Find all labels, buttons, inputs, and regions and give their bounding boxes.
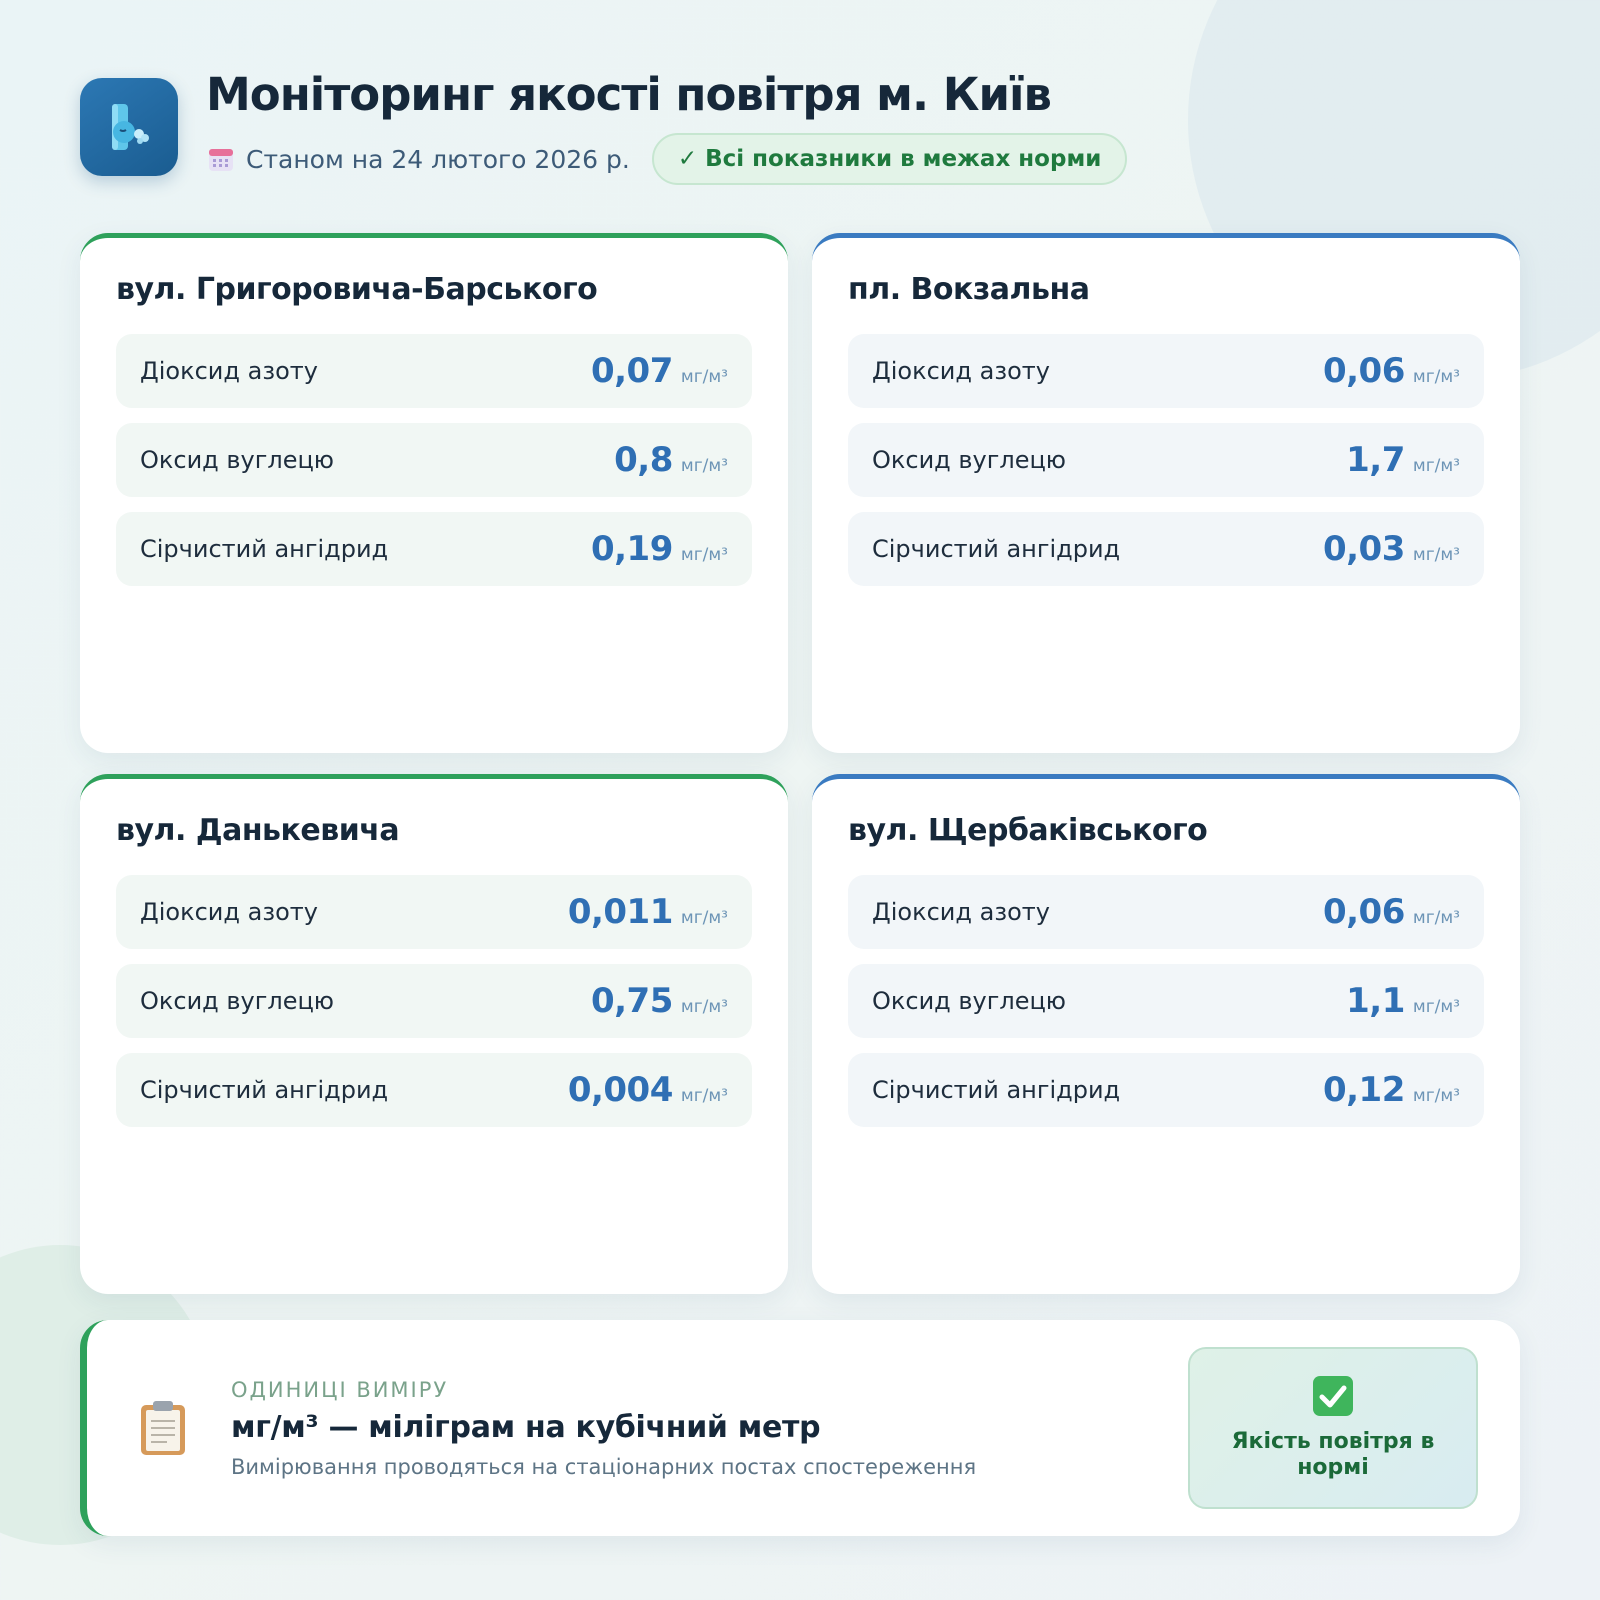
status-badge	[652, 133, 1128, 185]
reading-value: 1,1	[1346, 981, 1405, 1021]
reading-value: 0,011	[567, 892, 673, 932]
reading-row	[116, 1053, 752, 1127]
reading-row	[116, 334, 752, 408]
pollutant-label: Сірчистий ангідрид	[140, 535, 389, 563]
reading-value: 0,8	[614, 440, 673, 480]
clipboard-icon	[139, 1399, 187, 1457]
reading-unit: мг/м³	[680, 997, 728, 1017]
units-description: Вимірювання проводяться на стаціонарних постах спостереження	[231, 1454, 977, 1479]
reading-value: 0,06	[1322, 351, 1405, 391]
reading-unit: мг/м³	[1412, 545, 1460, 565]
station-card	[80, 233, 788, 753]
station-name: пл. Вокзальна	[848, 272, 1090, 307]
reading-value: 0,004	[567, 1070, 673, 1110]
pollutant-label: Оксид вуглецю	[140, 987, 335, 1015]
air-purifier-face-icon	[80, 78, 178, 176]
reading-unit: мг/м³	[680, 456, 728, 476]
reading-value: 0,12	[1322, 1070, 1405, 1110]
pollutant-label: Оксид вуглецю	[140, 446, 335, 474]
quality-status-label: Якість повітря в нормі	[1231, 1429, 1435, 1480]
status-text: Всі показники в межах норми	[705, 146, 1102, 172]
reading-unit: мг/м³	[1412, 456, 1460, 476]
reading-unit: мг/м³	[680, 367, 728, 387]
units-info-panel	[80, 1320, 1520, 1536]
station-name: вул. Данькевича	[116, 813, 400, 848]
pollutant-label: Сірчистий ангідрид	[872, 1076, 1121, 1104]
reading-value: 0,19	[590, 529, 673, 569]
reading-row	[848, 334, 1484, 408]
reading-unit: мг/м³	[1412, 997, 1460, 1017]
pollutant-label: Сірчистий ангідрид	[872, 535, 1121, 563]
station-name: вул. Григоровича-Барського	[116, 272, 598, 307]
reading-value: 0,06	[1322, 892, 1405, 932]
reading-value: 1,7	[1346, 440, 1405, 480]
report-date: Станом на 24 лютого 2026 р.	[246, 144, 630, 174]
quality-status-box	[1188, 1347, 1478, 1509]
pollutant-label: Діоксид азоту	[872, 898, 1050, 926]
station-card	[812, 774, 1520, 1294]
reading-unit: мг/м³	[680, 545, 728, 565]
reading-value: 0,07	[590, 351, 673, 391]
station-card	[812, 233, 1520, 753]
reading-unit: мг/м³	[680, 1086, 728, 1106]
reading-unit: мг/м³	[680, 908, 728, 928]
reading-row	[116, 964, 752, 1038]
reading-row	[848, 423, 1484, 497]
pollutant-label: Діоксид азоту	[140, 898, 318, 926]
station-card	[80, 774, 788, 1294]
reading-row	[116, 875, 752, 949]
reading-row	[116, 512, 752, 586]
reading-row	[848, 1053, 1484, 1127]
pollutant-label: Діоксид азоту	[140, 357, 318, 385]
station-name: вул. Щербаківського	[848, 813, 1208, 848]
reading-unit: мг/м³	[1412, 367, 1460, 387]
reading-value: 0,75	[590, 981, 673, 1021]
pollutant-label: Оксид вуглецю	[872, 987, 1067, 1015]
pollutant-label: Оксид вуглецю	[872, 446, 1067, 474]
reading-row	[848, 875, 1484, 949]
check-mark-icon	[1312, 1375, 1354, 1417]
reading-unit: мг/м³	[1412, 908, 1460, 928]
page-title: Моніторинг якості повітря м. Київ	[206, 68, 1051, 121]
pollutant-label: Діоксид азоту	[872, 357, 1050, 385]
units-title: мг/м³ — міліграм на кубічний метр	[231, 1409, 821, 1445]
check-icon: ✓	[677, 146, 698, 172]
pollutant-label: Сірчистий ангідрид	[140, 1076, 389, 1104]
page-header	[80, 68, 1127, 185]
reading-row	[848, 964, 1484, 1038]
calendar-icon	[208, 146, 234, 172]
reading-row	[116, 423, 752, 497]
reading-unit: мг/м³	[1412, 1086, 1460, 1106]
units-kicker: ОДИНИЦІ ВИМІРУ	[231, 1377, 449, 1402]
reading-value: 0,03	[1322, 529, 1405, 569]
reading-row	[848, 512, 1484, 586]
